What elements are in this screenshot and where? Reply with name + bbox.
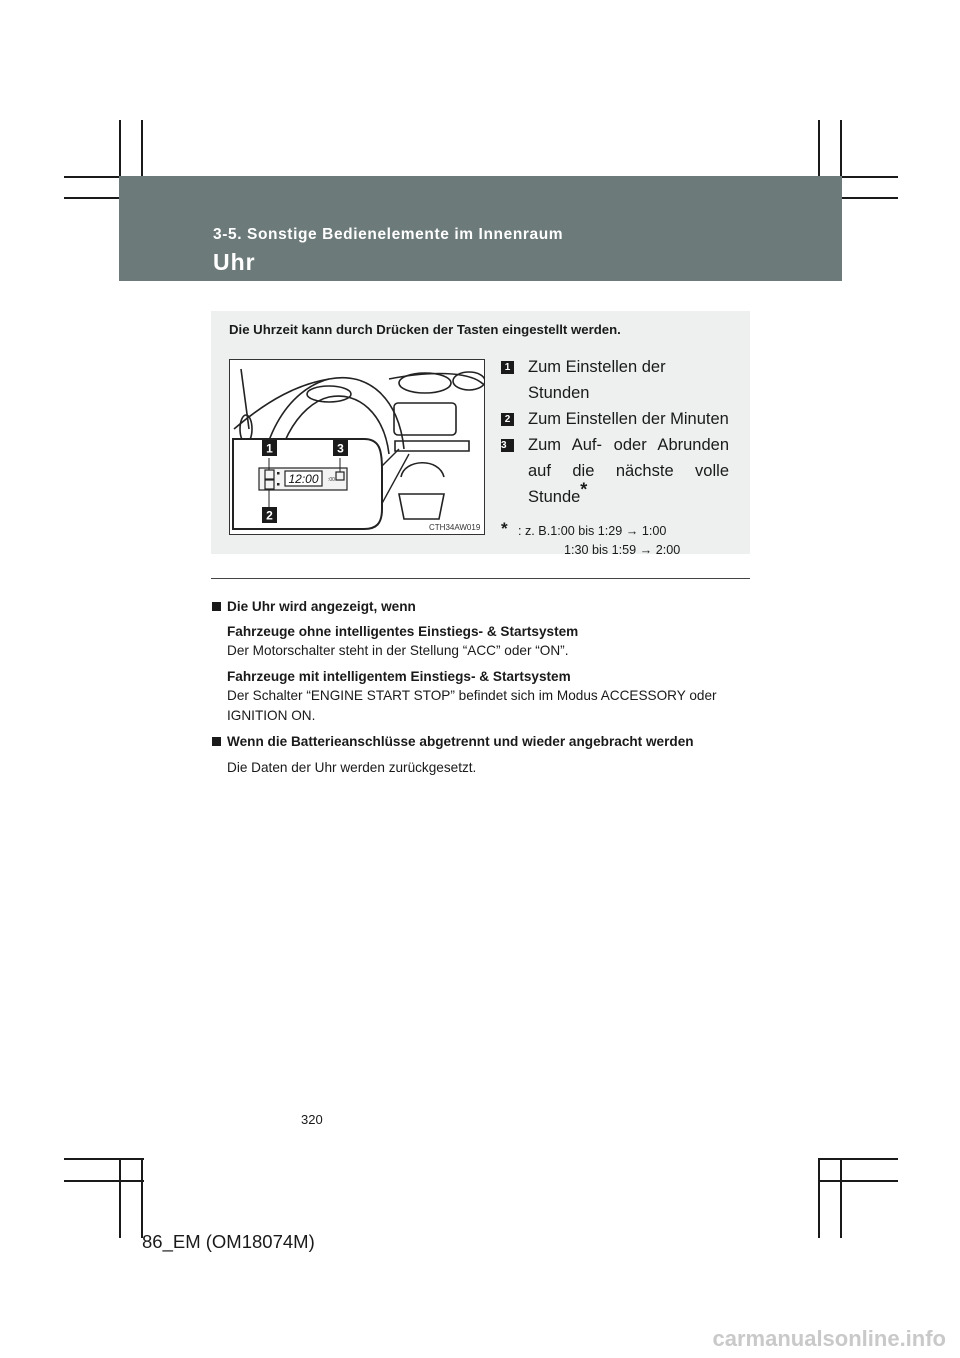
step-number: 2 xyxy=(501,413,514,426)
page-number: 320 xyxy=(301,1112,323,1127)
instruction-box xyxy=(211,311,750,557)
footnote-marker: * xyxy=(501,519,508,538)
step-number: 3 xyxy=(501,439,514,452)
divider xyxy=(211,578,750,579)
crop-mark xyxy=(64,1180,144,1182)
footnote-line: 1:30 bis 1:59 → 2:00 xyxy=(564,543,681,557)
callout-number: 3 xyxy=(337,441,344,456)
chapter-header xyxy=(119,176,842,281)
note-heading: Wenn die Batterieanschlüsse abgetrennt und wieder angebracht werden xyxy=(212,732,744,752)
crop-mark xyxy=(119,1158,121,1238)
footnote-marker: * xyxy=(580,479,588,500)
note-subheading: Fahrzeuge mit intelligentem Einstiegs- & Startsystem xyxy=(227,668,571,684)
svg-text::00: :00 xyxy=(328,477,335,483)
note-heading: Die Uhr wird angezeigt, wenn xyxy=(212,597,744,617)
page-title: Uhr xyxy=(213,249,256,275)
section-title: 3-5. Sonstige Bedienelemente im Innenraum xyxy=(213,226,564,243)
crop-mark xyxy=(141,1158,143,1238)
document-id: 86_EM (OM18074M) xyxy=(142,1231,315,1252)
watermark: carmanualsonline.info xyxy=(712,1326,946,1351)
callout-number: 2 xyxy=(266,508,273,523)
square-bullet-icon xyxy=(212,737,221,746)
note-body xyxy=(212,622,744,726)
note-text: Der Motorschalter steht in der Stellung “ACC” oder “ON”. xyxy=(227,643,569,658)
dashboard-clock-illustration xyxy=(229,359,485,535)
crop-mark xyxy=(818,1158,820,1238)
step-number: 1 xyxy=(501,361,514,374)
crop-mark xyxy=(64,1158,144,1160)
footnote xyxy=(501,519,729,560)
intro-text: Die Uhrzeit kann durch Drücken der Tasten eingestellt werden. xyxy=(229,322,621,337)
step-item xyxy=(501,432,729,510)
step-text: Zum Auf- oder Abrunden auf die nächste volle Stunde xyxy=(528,436,729,506)
notes-section xyxy=(212,597,744,777)
step-item xyxy=(501,406,729,432)
note-text: Die Daten der Uhr werden zurückgesetzt. xyxy=(227,759,477,775)
step-text: Zum Einstellen der Minuten xyxy=(528,410,729,428)
note-text: Der Schalter “ENGINE START STOP” befindet sich im Modus ACCESSORY oder IGNITION ON. xyxy=(227,688,717,723)
step-list xyxy=(501,354,729,560)
crop-mark xyxy=(818,1180,898,1182)
clock-display-text: 12:00 xyxy=(288,472,319,486)
step-item xyxy=(501,354,729,406)
step-text: Zum Einstellen der Stunden xyxy=(528,358,666,402)
footnote-line: : z. B.1:00 bis 1:29 → 1:00 xyxy=(518,524,667,538)
note-subheading: Fahrzeuge ohne intelligentes Einstiegs- & Startsystem xyxy=(227,623,579,639)
image-code: CTH34AW019 xyxy=(429,523,481,532)
square-bullet-icon xyxy=(212,602,221,611)
crop-mark xyxy=(818,1158,898,1160)
crop-mark xyxy=(840,1158,842,1238)
callout-number: 1 xyxy=(266,441,273,456)
